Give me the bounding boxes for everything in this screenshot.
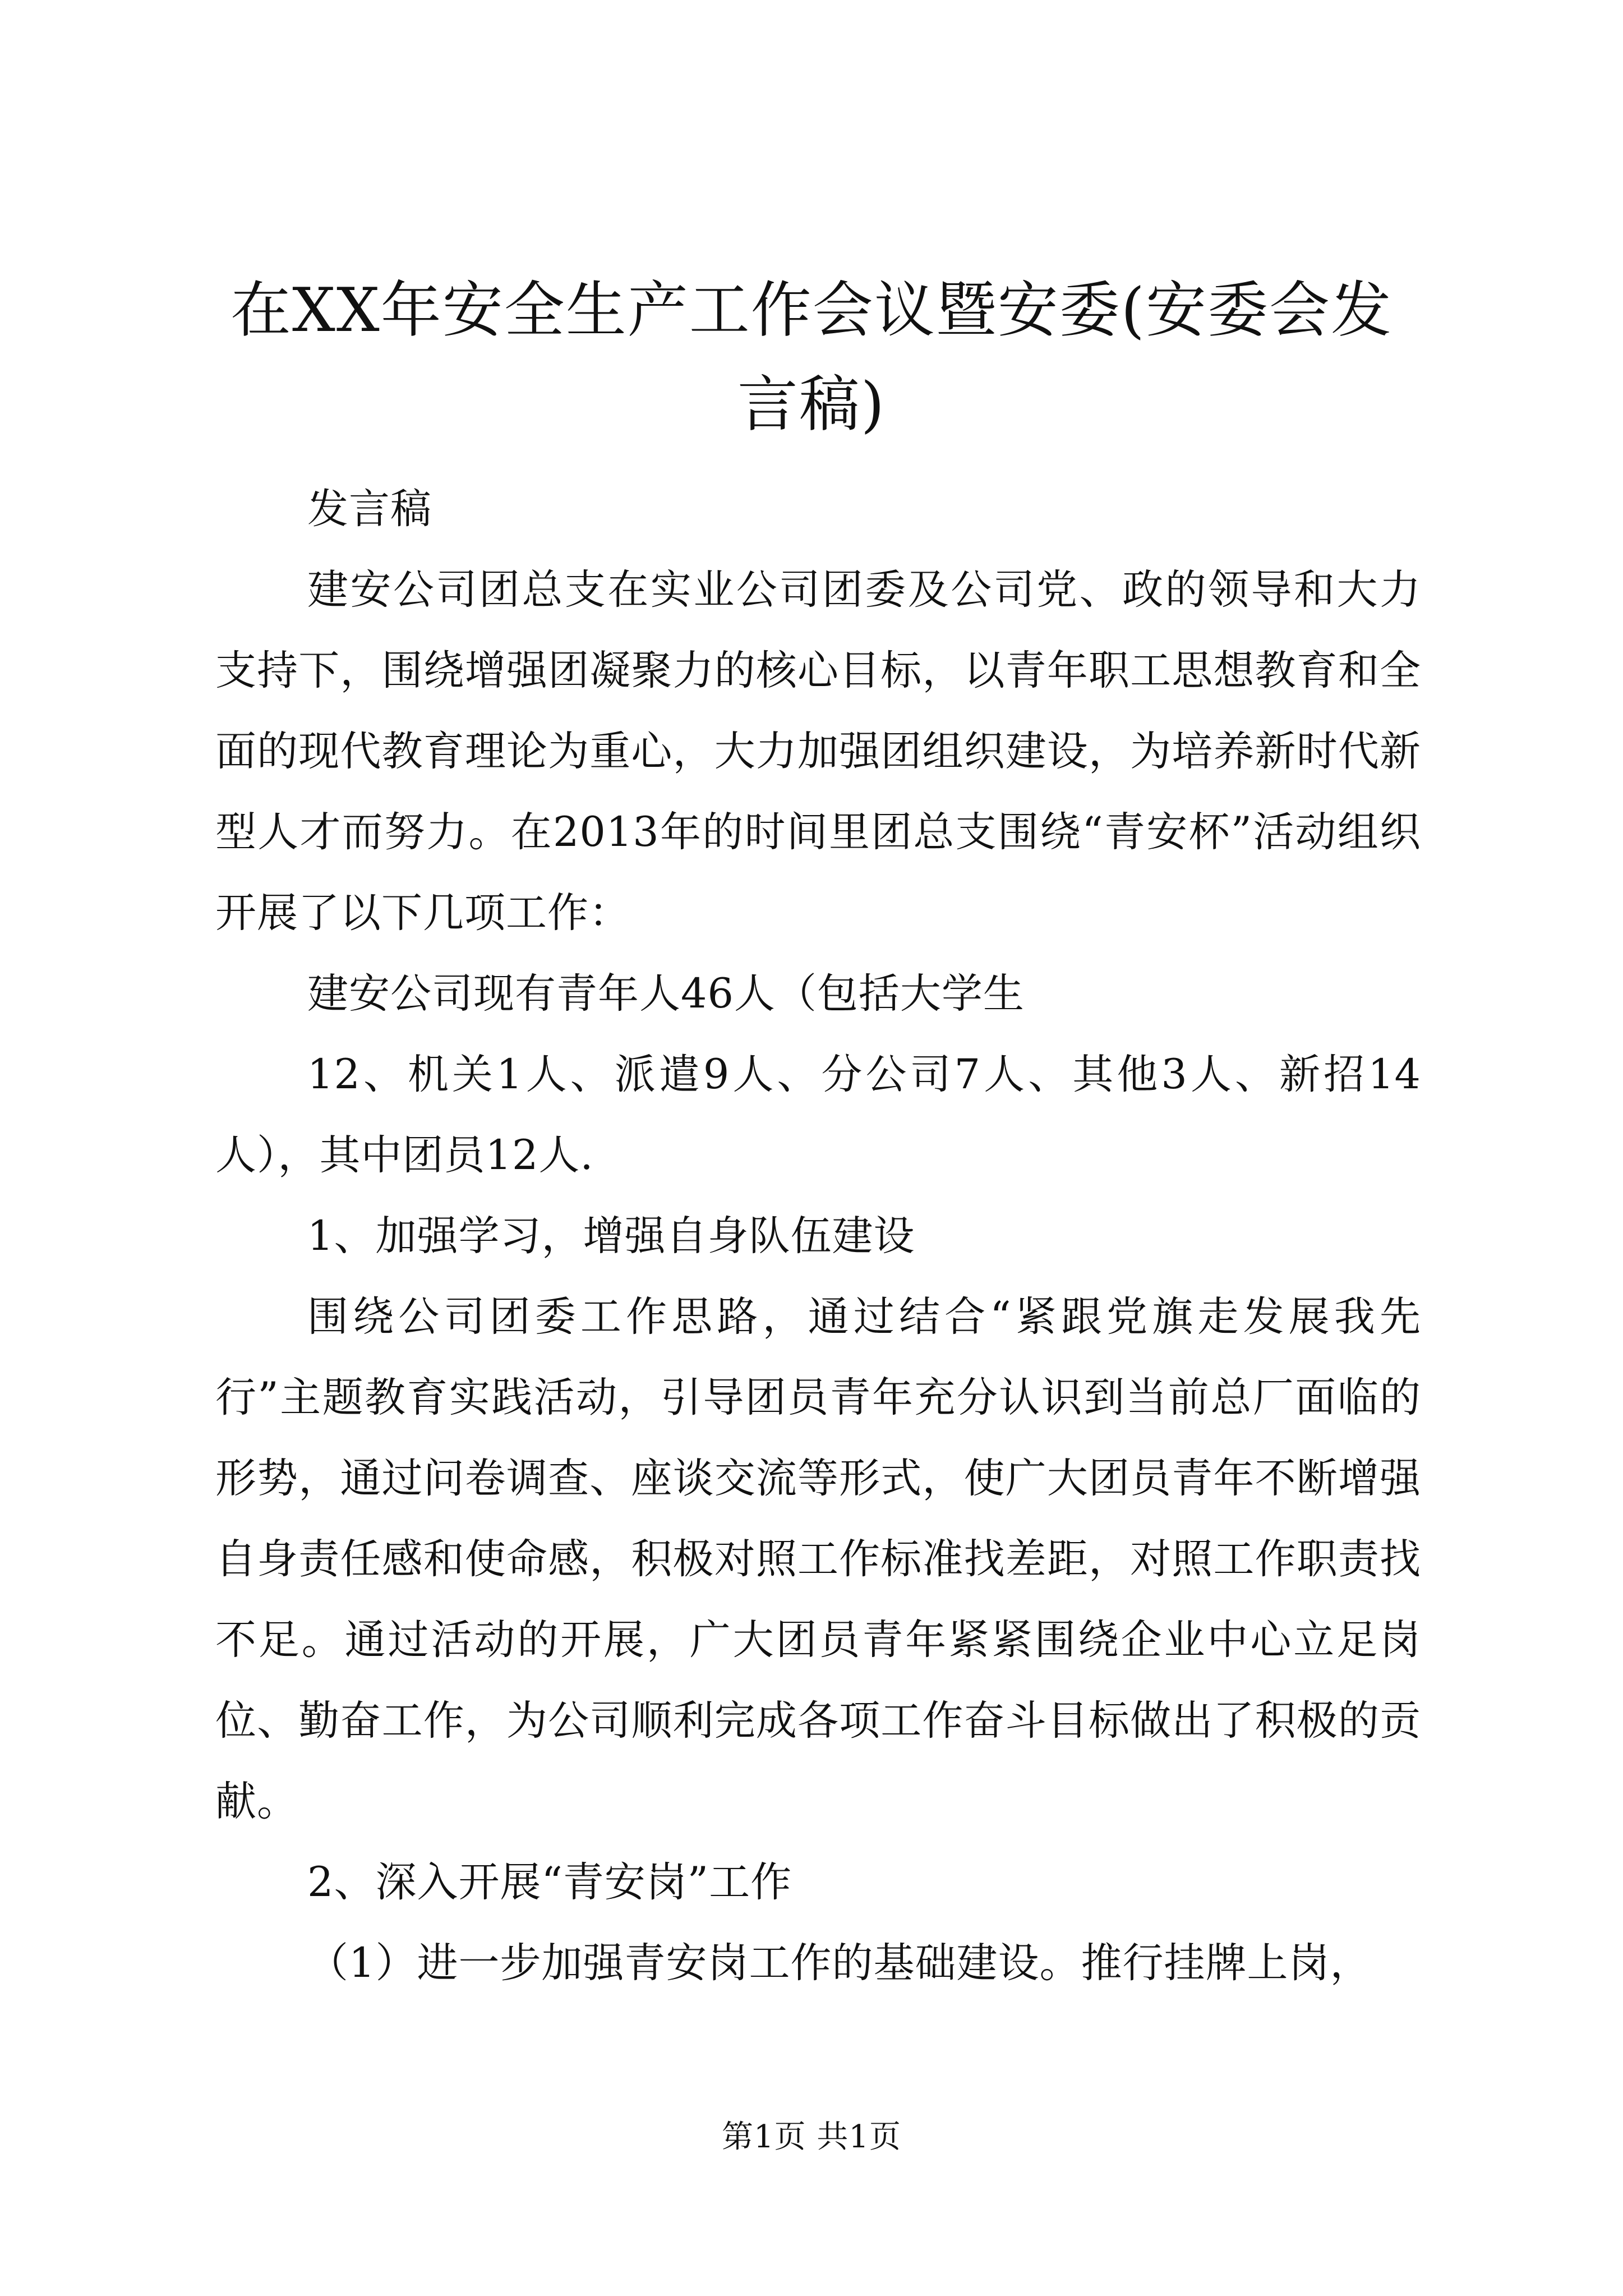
- paragraph-label: 发言稿: [307, 485, 432, 533]
- section-heading-2: 2、深入开展“青安岗”工作: [307, 1858, 792, 1906]
- paragraph-section-1: 围绕公司团委工作思路，通过结合“紧跟党旗走发展我先行”主题教育实践活动，引导团员青年充分认识到当前总厂面临的形势，通过问卷调查、座谈交流等形式，使广大团员青年不断增强自身责任感和使命感，积极对照工作标准找差距，对照工作职责找不足。通过活动的开展，广大团员青年紧紧围绕企业中心立足岗位、勤奋工作，为公司顺利完成各项工作奋斗目标做出了积极的贡献。: [215, 1293, 1421, 1825]
- paragraph-section-2-item-1: （1）进一步加强青安岗工作的基础建设。推行挂牌上岗，: [307, 1939, 1372, 1987]
- section-heading-1: 1、加强学习，增强自身队伍建设: [307, 1212, 915, 1260]
- document-body: [215, 469, 1421, 2004]
- paragraph-intro: 建安公司团总支在实业公司团委及公司党、政的领导和大力支持下，围绕增强团凝聚力的核心目标，以青年职工思想教育和全面的现代教育理论为重心，大力加强团组织建设，为培养新时代新型人才而努力。在2013年的时间里团总支围绕“青安杯”活动组织开展了以下几项工作：: [215, 566, 1421, 937]
- page-footer: 第1页 共1页: [721, 2119, 902, 2155]
- paragraph-staff-breakdown: 12、机关1人、派遣9人、分公司7人、其他3人、新招14人），其中团员12人.: [215, 1051, 1421, 1179]
- document-title: 在XX年安全生产工作会议暨安委(安委会发言稿): [230, 275, 1393, 440]
- paragraph-staff-count: 建安公司现有青年人46人（包括大学生: [307, 970, 1025, 1018]
